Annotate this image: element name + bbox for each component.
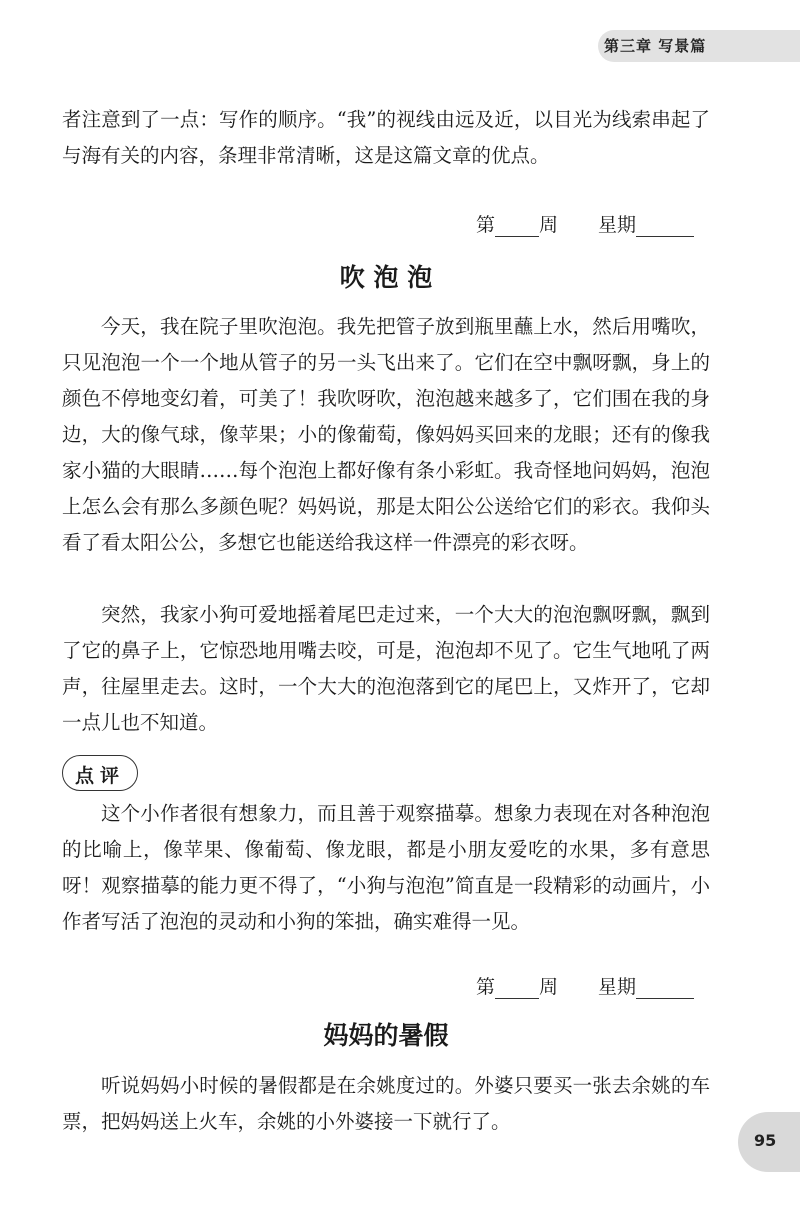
essay2-paragraph-1: 听说妈妈小时候的暑假都是在余姚度过的。外婆只要买一张去余姚的车票，把妈妈送上火车，余姚的小外婆接一下就行了。 xyxy=(62,1074,710,1133)
week-label-2 xyxy=(476,972,694,999)
week-unit: 周 xyxy=(539,976,559,998)
week-blank xyxy=(495,218,539,237)
week-prefix: 第 xyxy=(476,214,496,236)
weekday-label: 星期 xyxy=(598,214,637,236)
essay1-title: 吹 泡 泡 xyxy=(339,263,433,292)
carryover-paragraph: 者注意到了一点：写作的顺序。“我”的视线由远及近，以目光为线索串起了与海有关的内容，条理非常清晰，这是这篇文章的优点。 xyxy=(62,108,710,167)
page-number: 95 xyxy=(754,1131,777,1150)
essay1-paragraph-2: 突然，我家小狗可爱地摇着尾巴走过来，一个大大的泡泡飘呀飘，飘到了它的鼻子上，它惊恐地用嘴去咬，可是，泡泡却不见了。它生气地吼了两声，往屋里走去。这时，一个大大的泡泡落到它的尾巴上，又炸开了，它却一点儿也不知道。 xyxy=(62,603,710,734)
week-prefix: 第 xyxy=(476,976,496,998)
essay2-title: 妈妈的暑假 xyxy=(323,1021,449,1050)
chapter-header: 第三章 写景篇 xyxy=(604,37,707,55)
week-unit: 周 xyxy=(539,214,559,236)
weekday-blank xyxy=(636,218,694,237)
weekday-blank xyxy=(636,980,694,999)
essay1-paragraph-1: 今天，我在院子里吹泡泡。我先把管子放到瓶里蘸上水，然后用嘴吹，只见泡泡一个一个地从管子的另一头飞出来了。它们在空中飘呀飘，身上的颜色不停地变幻着，可美了！我吹呀吹，泡泡越来越多了，它们围在我的身边，大的像气球，像苹果；小的像葡萄，像妈妈买回来的龙眼；还有的像我家小猫的大眼睛……每个泡泡上都好像有条小彩虹。我奇怪地问妈妈，泡泡上怎么会有那么多颜色呢？妈妈说，那是太阳公公送给它们的彩衣。我仰头看了看太阳公公，多想它也能送给我这样一件漂亮的彩衣呀。 xyxy=(62,315,710,554)
week-blank xyxy=(495,980,539,999)
comment-label: 点评 xyxy=(74,765,125,787)
week-label-1 xyxy=(476,210,694,237)
comment-badge xyxy=(62,755,138,791)
essay1-comment: 这个小作者很有想象力，而且善于观察描摹。想象力表现在对各种泡泡的比喻上，像苹果、像葡萄、像龙眼，都是小朋友爱吃的水果，多有意思呀！观察描摹的能力更不得了，“小狗与泡泡”简直是一段精彩的动画片，小作者写活了泡泡的灵动和小狗的笨拙，确实难得一见。 xyxy=(62,802,710,933)
weekday-label: 星期 xyxy=(598,976,637,998)
